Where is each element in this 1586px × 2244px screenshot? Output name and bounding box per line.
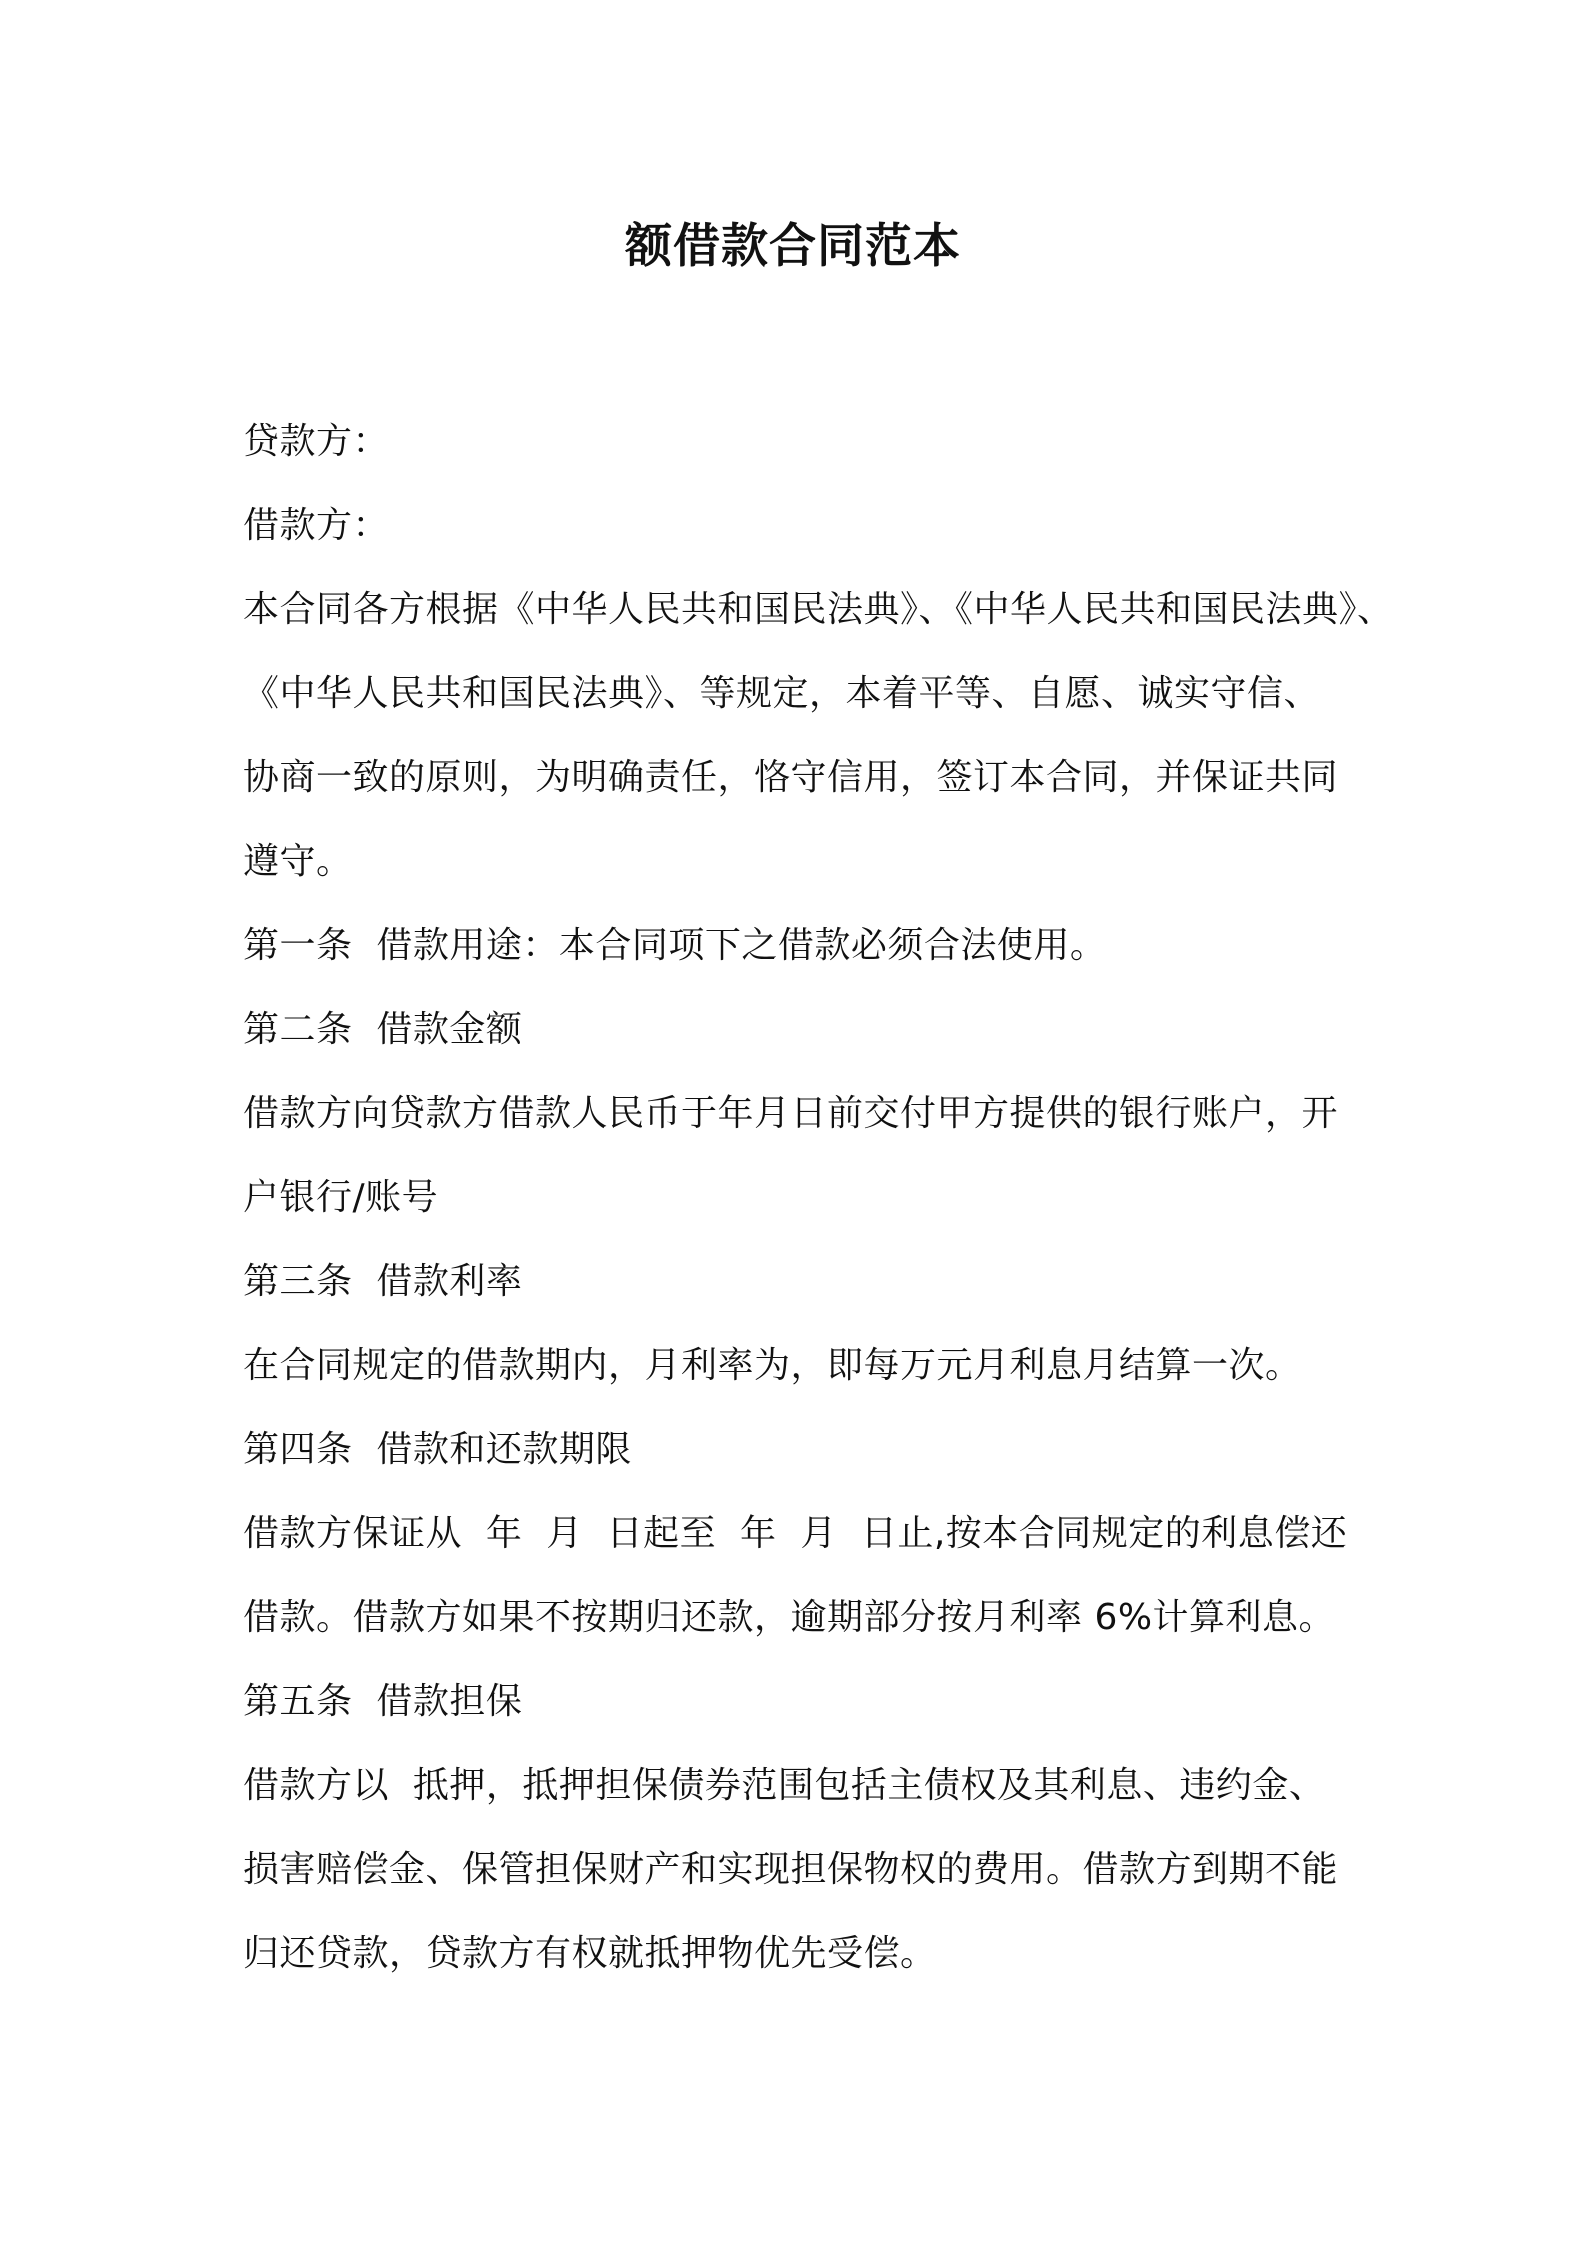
article-5-heading: 第五条 借款担保 — [243, 1681, 523, 1722]
document-body — [243, 400, 1394, 1996]
article-2-heading: 第二条 借款金额 — [243, 1009, 523, 1050]
preamble-line: 协商一致的原则，为明确责任，恪守信用，签订本合同，并保证共同 — [243, 757, 1339, 798]
article-5-line: 借款方以 抵押，抵押担保债券范围包括主债权及其利息、违约金、 — [243, 1765, 1326, 1806]
document-title: 额借款合同范本 — [625, 219, 961, 274]
preamble-line: 本合同各方根据《中华人民共和国民法典》、《中华人民共和国民法典》、 — [243, 589, 1394, 630]
preamble-line: 遵守。 — [243, 841, 353, 882]
article-2-line: 户银行/账号 — [243, 1177, 439, 1218]
article-4-heading: 第四条 借款和还款期限 — [243, 1429, 632, 1470]
article-1-line: 第一条 借款用途：本合同项下之借款必须合法使用。 — [243, 925, 1107, 966]
lender-line: 贷款方： — [243, 421, 390, 462]
article-5-line: 归还贷款，贷款方有权就抵押物优先受偿。 — [243, 1933, 937, 1974]
article-5-line: 损害赔偿金、保管担保财产和实现担保物权的费用。借款方到期不能 — [243, 1849, 1339, 1890]
borrower-line: 借款方： — [243, 505, 390, 546]
article-3-line: 在合同规定的借款期内，月利率为，即每万元月利息月结算一次。 — [243, 1345, 1302, 1386]
article-2-line: 借款方向贷款方借款人民币于年月日前交付甲方提供的银行账户，开 — [243, 1093, 1339, 1134]
article-4-line: 借款。借款方如果不按期归还款，逾期部分按月利率 6%计算利息。 — [243, 1597, 1336, 1638]
article-3-heading: 第三条 借款利率 — [243, 1261, 523, 1302]
preamble-line: 《中华人民共和国民法典》、等规定，本着平等、自愿、诚实守信、 — [243, 673, 1321, 714]
article-4-line: 借款方保证从 年 月 日起至 年 月 日止,按本合同规定的利息偿还 — [243, 1513, 1348, 1554]
